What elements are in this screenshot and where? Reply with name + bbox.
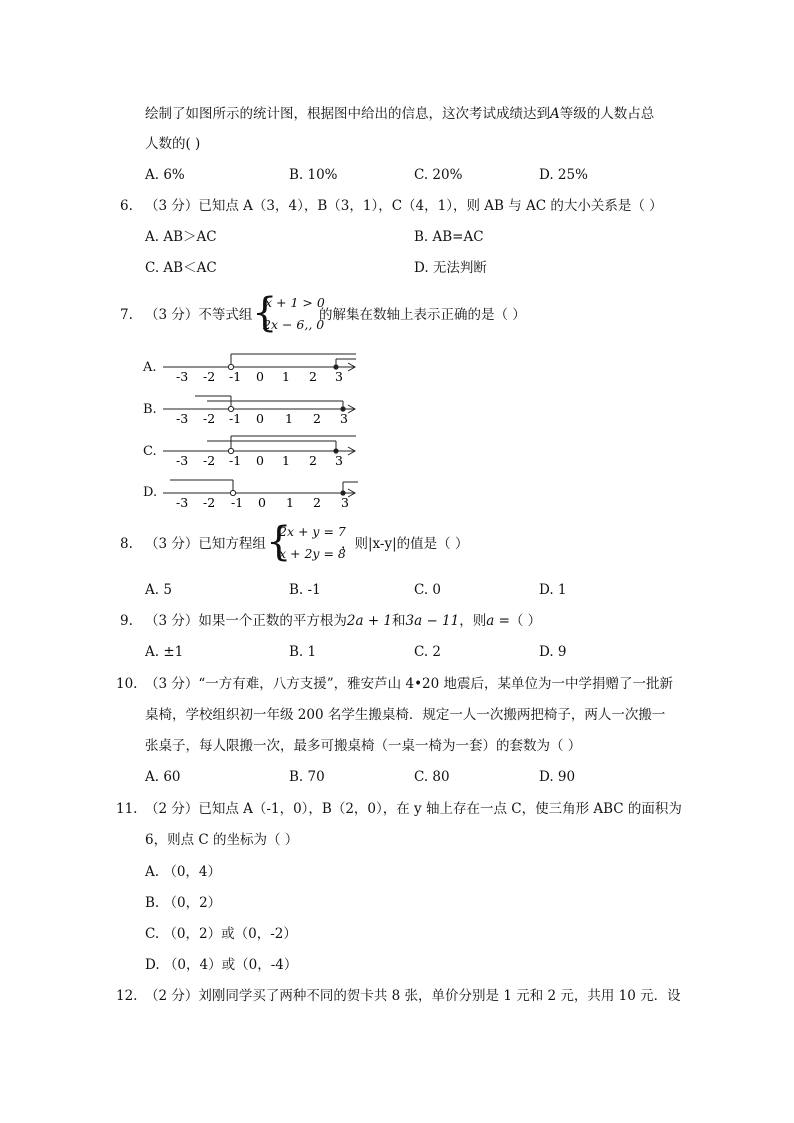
tick-label: 3 [335,453,343,468]
q8-stem-a: （3 分）已知方程组 [145,536,266,552]
q10-line2: 桌椅，学校组织初一年级 200 名学生搬桌椅．规定一人一次搬两把椅子，两人一次搬一 [145,707,666,723]
q11-number: 11. [116,801,138,817]
tick-label: -1 [229,369,242,384]
q6-option-b: B. AB=AC [414,229,484,245]
q5-option-c: C. 20% [414,167,463,183]
tick-label: 3 [340,411,348,426]
tick-label: 2 [313,495,321,510]
tick-label: -1 [229,453,242,468]
q8-system-line1: 2x + y = 7 [279,524,346,539]
tick-label: 0 [256,411,264,426]
q11-option-a: A. （0，4） [145,864,222,880]
q10-line3: 张桌子，每人限搬一次，最多可搬桌椅（一桌一椅为一套）的套数为（ ） [145,738,582,754]
q7-option-d-label: D. [143,485,158,500]
q10-option-c: C. 80 [414,769,450,785]
tick-label: 2 [309,369,317,384]
q7-brace-icon: { [252,290,278,336]
q7-system-line2: 2x − 6,, 0 [263,317,325,332]
tick-label: 1 [282,369,290,384]
tick-label: -1 [231,495,244,510]
tick-label: -3 [176,495,189,510]
tick-label: -3 [176,369,189,384]
q7-option-b-label: B. [143,402,157,417]
tick-label: 2 [309,453,317,468]
q11-option-b: B. （0，2） [145,895,222,911]
q6-number: 6. [120,198,133,214]
q10-number: 10. [116,676,138,692]
q9-option-a: A. ±1 [145,644,184,660]
tick-label: -2 [203,453,216,468]
tick-label: -2 [203,495,216,510]
tick-label: 3 [341,495,349,510]
q9-option-d: D. 9 [539,644,567,660]
q8-option-b: B. -1 [289,582,321,598]
q8-option-a: A. 5 [145,582,172,598]
q9-option-c: C. 2 [414,644,442,660]
q9-option-b: B. 1 [289,644,317,660]
q7-stem-a: （3 分）不等式组 [145,307,253,323]
q9-number: 9. [120,613,133,629]
q7-option-a-label: A. [143,360,157,375]
q8-number: 8. [120,536,133,552]
q10-option-a: A. 60 [145,769,181,785]
q10-line1: （3 分）“一方有难，八方支援”，雅安芦山 4•20 地震后，某单位为一中学捐赠了一批新 [145,676,673,692]
q11-line1: （2 分）已知点 A（-1，0），B（2，0），在 y 轴上存在一点 C，使三角形 ABC 的面积为 [145,801,682,817]
q5-line2: 人数的( ) [145,136,201,152]
q10-option-b: B. 70 [289,769,325,785]
tick-label: 1 [286,495,294,510]
tick-label: -3 [176,453,189,468]
tick-label: 1 [285,411,293,426]
q10-option-d: D. 90 [539,769,576,785]
tick-label: 2 [313,411,321,426]
q7-numberline-d [160,474,365,512]
q7-number: 7. [120,307,133,323]
q7-system-line1: x + 1 > 0 [265,295,325,310]
tick-label: -1 [229,411,242,426]
q11-line2: 6，则点 C 的坐标为（ ） [145,832,299,848]
q8-option-d: D. 1 [539,582,567,598]
q5-line1: 绘制了如图所示的统计图，根据图中给出的信息，这次考试成绩达到A等级的人数占总 [145,106,655,122]
tick-label: 0 [258,495,266,510]
tick-label: 1 [282,453,290,468]
q7-numberline-b [160,390,365,428]
q7-stem-b: 的解集在数轴上表示正确的是（ ） [319,307,526,323]
tick-label: -3 [176,411,189,426]
q12-number: 12. [116,988,138,1004]
q5-option-b: B. 10% [289,167,338,183]
q6-stem: （3 分）已知点 A（3，4），B（3，1），C（4，1），则 AB 与 AC 的大小关系是（ ） [145,198,663,214]
tick-label: 0 [256,369,264,384]
q8-option-c: C. 0 [414,582,442,598]
tick-label: -2 [203,369,216,384]
q9-stem: （3 分）如果一个正数的平方根为2a + 1和3a − 11，则a =（ ） [145,613,542,629]
q8-brace-icon: { [266,519,292,565]
q11-option-d: D. （0，4）或（0，-4） [145,957,298,973]
tick-label: -2 [203,411,216,426]
q6-option-c: C. AB＜AC [145,260,217,276]
q6-option-a: A. AB＞AC [145,229,217,245]
q5-option-d: D. 25% [539,167,588,183]
q6-option-d: D. 无法判断 [414,260,487,276]
q11-option-c: C. （0，2）或（0，-2） [145,926,297,942]
q7-numberline-c [160,432,365,470]
q7-numberline-a [160,348,365,386]
q5-option-a: A. 6% [145,167,185,183]
tick-label: 3 [335,369,343,384]
q12-line1: （2 分）刘刚同学买了两种不同的贺卡共 8 张，单价分别是 1 元和 2 元，共用 10 元．设 [145,988,681,1004]
q8-stem-b: ，则|x-y|的值是（ ） [341,536,469,552]
q8-system-line2: x + 2y = 8 [279,546,346,561]
tick-label: 0 [256,453,264,468]
q7-option-c-label: C. [143,444,157,459]
